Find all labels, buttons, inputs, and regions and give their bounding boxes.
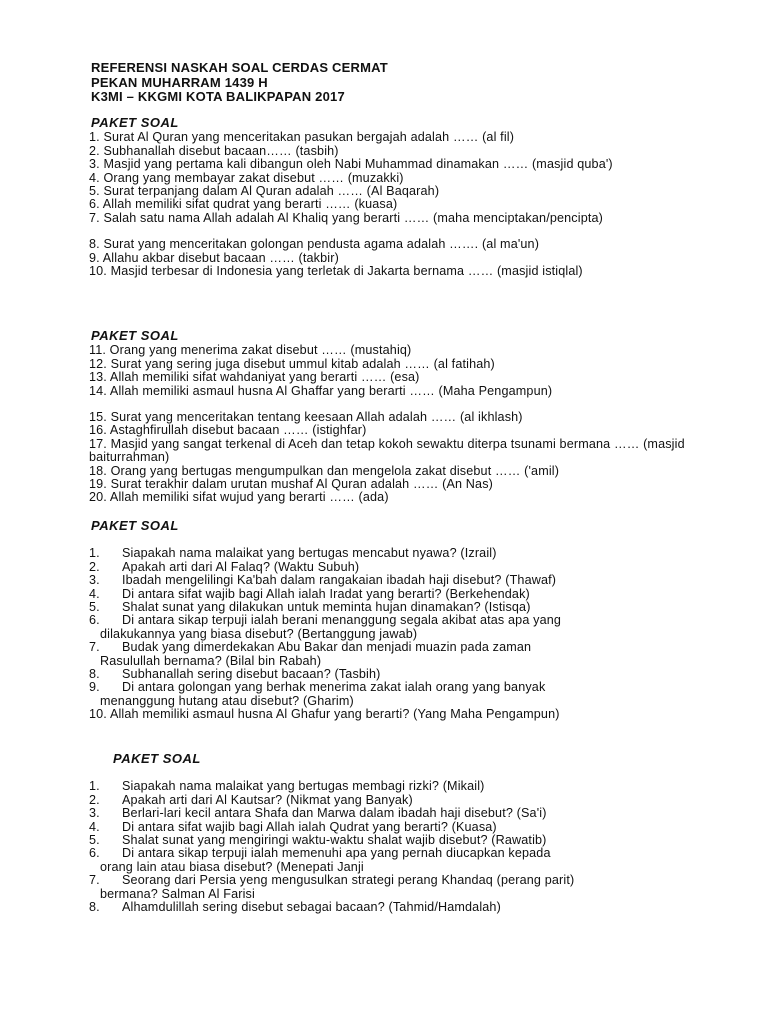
question-item bbox=[89, 614, 699, 641]
question-text: Subhanallah sering disebut bacaan? (Tasbih) bbox=[122, 667, 381, 682]
question-text: Di antara sikap terpuji ialah berani menanggung segala akibat atas apa yang bbox=[122, 613, 562, 628]
question-text: Ibadah mengelilingi Ka'bah dalam rangakaian ibadah haji disebut? (Thawaf) bbox=[122, 573, 557, 588]
question-number: 6. bbox=[89, 613, 100, 628]
question-item bbox=[89, 821, 699, 834]
question-number: 5. bbox=[89, 600, 100, 615]
question-item bbox=[89, 794, 699, 807]
question-item: 14. Allah memiliki asmaul husna Al Ghaffar yang berarti …… (Maha Pengampun) bbox=[89, 383, 553, 398]
question-item bbox=[89, 901, 699, 914]
question-text: Shalat sunat yang dilakukan untuk meminta hujan dinamakan? (Istisqa) bbox=[122, 600, 531, 615]
question-text: Berlari-lari kecil antara Shafa dan Marwa dalam ibadah haji disebut? (Sa'i) bbox=[122, 806, 547, 821]
document-header bbox=[91, 61, 388, 105]
question-number: 9. bbox=[89, 680, 100, 695]
question-item bbox=[89, 588, 699, 601]
question-section-4 bbox=[89, 752, 699, 914]
question-item: 18. Orang yang bertugas mengumpulkan dan mengelola zakat disebut …… ('amil) bbox=[89, 463, 560, 478]
question-item: 19. Surat terakhir dalam urutan mushaf Al Quran adalah …… (An Nas) bbox=[89, 477, 493, 492]
question-section-2 bbox=[89, 329, 701, 505]
question-text: Seorang dari Persia yeng mengusulkan strategi perang Khandaq (perang parit) bbox=[122, 873, 575, 888]
section-title: PAKET SOAL bbox=[113, 751, 201, 766]
question-item bbox=[89, 547, 699, 560]
question-text: Allah memiliki asmaul husna Al Ghafur yang berarti? (Yang Maha Pengampun) bbox=[109, 707, 560, 722]
question-text: Di antara sikap terpuji ialah memenuhi apa yang pernah diucapkan kepada bbox=[122, 846, 551, 861]
question-text: Alhamdulillah sering disebut sebagai bacaan? (Tahmid/Hamdalah) bbox=[122, 900, 501, 915]
question-item: 13. Allah memiliki sifat wahdaniyat yang berarti …… (esa) bbox=[89, 370, 420, 385]
question-number: 1. bbox=[89, 546, 100, 561]
question-item: 15. Surat yang menceritakan tentang keesaan Allah adalah …… (al ikhlash) bbox=[89, 410, 523, 425]
question-item: 3. Masjid yang pertama kali dibangun oleh Nabi Muhammad dinamakan …… (masjid quba') bbox=[89, 157, 613, 172]
question-text-continued: orang lain atau biasa disebut? (Menepati Janji bbox=[100, 859, 364, 874]
question-text: Di antara sifat wajib bagi Allah ialah Qudrat yang berarti? (Kuasa) bbox=[122, 819, 497, 834]
section-title: PAKET SOAL bbox=[91, 518, 179, 533]
question-item bbox=[89, 668, 699, 681]
question-text: Di antara golongan yang berhak menerima zakat ialah orang yang banyak bbox=[122, 680, 546, 695]
question-item: 4. Orang yang membayar zakat disebut …… (muzakki) bbox=[89, 170, 404, 185]
question-item bbox=[89, 834, 699, 847]
header-title: REFERENSI NASKAH SOAL CERDAS CERMAT bbox=[91, 60, 388, 75]
question-number: 4. bbox=[89, 819, 100, 834]
question-item bbox=[89, 561, 699, 574]
question-item bbox=[89, 574, 699, 587]
question-number: 10. bbox=[89, 707, 107, 722]
question-number: 2. bbox=[89, 559, 100, 574]
question-number: 7. bbox=[89, 640, 100, 655]
question-item: 6. Allah memiliki sifat qudrat yang berarti …… (kuasa) bbox=[89, 197, 398, 212]
question-item: 16. Astaghfirullah disebut bacaan …… (istighfar) bbox=[89, 423, 367, 438]
question-item: 12. Surat yang sering juga disebut ummul kitab adalah …… (al fatihah) bbox=[89, 356, 495, 371]
question-item bbox=[89, 681, 699, 708]
question-item bbox=[89, 708, 699, 721]
question-item bbox=[89, 847, 699, 874]
question-item bbox=[89, 780, 699, 793]
question-text: Di antara sifat wajib bagi Allah ialah Iradat yang berarti? (Berkehendak) bbox=[122, 586, 530, 601]
question-text: Siapakah nama malaikat yang bertugas mencabut nyawa? (Izrail) bbox=[122, 546, 497, 561]
question-number: 7. bbox=[89, 873, 100, 888]
question-item: 2. Subhanallah disebut bacaan…… (tasbih) bbox=[89, 143, 339, 158]
question-text-continued: menanggung hutang atau disebut? (Gharim) bbox=[100, 693, 354, 708]
question-item: 11. Orang yang menerima zakat disebut …… (mustahiq) bbox=[89, 343, 412, 358]
question-text: Apakah arti dari Al Kautsar? (Nikmat yang Banyak) bbox=[122, 792, 413, 807]
question-item: 8. Surat yang menceritakan golongan pendusta agama adalah ……. (al ma'un) bbox=[89, 237, 540, 252]
question-text-continued: dilakukannya yang biasa disebut? (Bertanggung jawab) bbox=[100, 626, 418, 641]
section-title: PAKET SOAL bbox=[91, 328, 179, 343]
question-item bbox=[89, 601, 699, 614]
question-text: Budak yang dimerdekakan Abu Bakar dan menjadi muazin pada zaman bbox=[122, 640, 532, 655]
question-item bbox=[89, 874, 699, 901]
question-text-continued: bermana? Salman Al Farisi bbox=[100, 886, 255, 901]
question-text: Apakah arti dari Al Falaq? (Waktu Subuh) bbox=[122, 559, 360, 574]
question-item: 17. Masjid yang sangat terkenal di Aceh dan tetap kokoh sewaktu diterpa tsunami bermana …… (masjid baiturrahman) bbox=[89, 436, 685, 465]
question-number: 1. bbox=[89, 779, 100, 794]
question-number: 8. bbox=[89, 900, 100, 915]
question-text: Shalat sunat yang mengiringi waktu-waktu shalat wajib disebut? (Rawatib) bbox=[122, 833, 547, 848]
question-number: 4. bbox=[89, 586, 100, 601]
question-text: Siapakah nama malaikat yang bertugas membagi rizki? (Mikail) bbox=[122, 779, 485, 794]
question-number: 6. bbox=[89, 846, 100, 861]
question-section-3 bbox=[89, 519, 699, 722]
question-item bbox=[89, 807, 699, 820]
question-section-1 bbox=[89, 116, 701, 278]
question-item: 20. Allah memiliki sifat wujud yang berarti …… (ada) bbox=[89, 490, 389, 505]
question-item bbox=[89, 641, 699, 668]
question-number: 3. bbox=[89, 806, 100, 821]
header-event: PEKAN MUHARRAM 1439 H bbox=[91, 74, 268, 90]
question-number: 3. bbox=[89, 573, 100, 588]
header-organizer: K3MI – KKGMI KOTA BALIKPAPAN 2017 bbox=[91, 89, 345, 104]
question-number: 8. bbox=[89, 667, 100, 682]
question-item: 1. Surat Al Quran yang menceritakan pasukan bergajah adalah …… (al fil) bbox=[89, 130, 515, 145]
question-item: 7. Salah satu nama Allah adalah Al Khaliq yang berarti …… (maha menciptakan/pencipta) bbox=[89, 210, 603, 225]
question-text-continued: Rasulullah bernama? (Bilal bin Rabah) bbox=[100, 653, 322, 668]
question-item: 10. Masjid terbesar di Indonesia yang terletak di Jakarta bernama …… (masjid istiqlal) bbox=[89, 264, 583, 279]
question-item: 5. Surat terpanjang dalam Al Quran adalah …… (Al Baqarah) bbox=[89, 184, 440, 199]
question-number: 5. bbox=[89, 833, 100, 848]
question-item: 9. Allahu akbar disebut bacaan …… (takbir) bbox=[89, 250, 339, 265]
section-title: PAKET SOAL bbox=[91, 115, 179, 130]
question-number: 2. bbox=[89, 792, 100, 807]
